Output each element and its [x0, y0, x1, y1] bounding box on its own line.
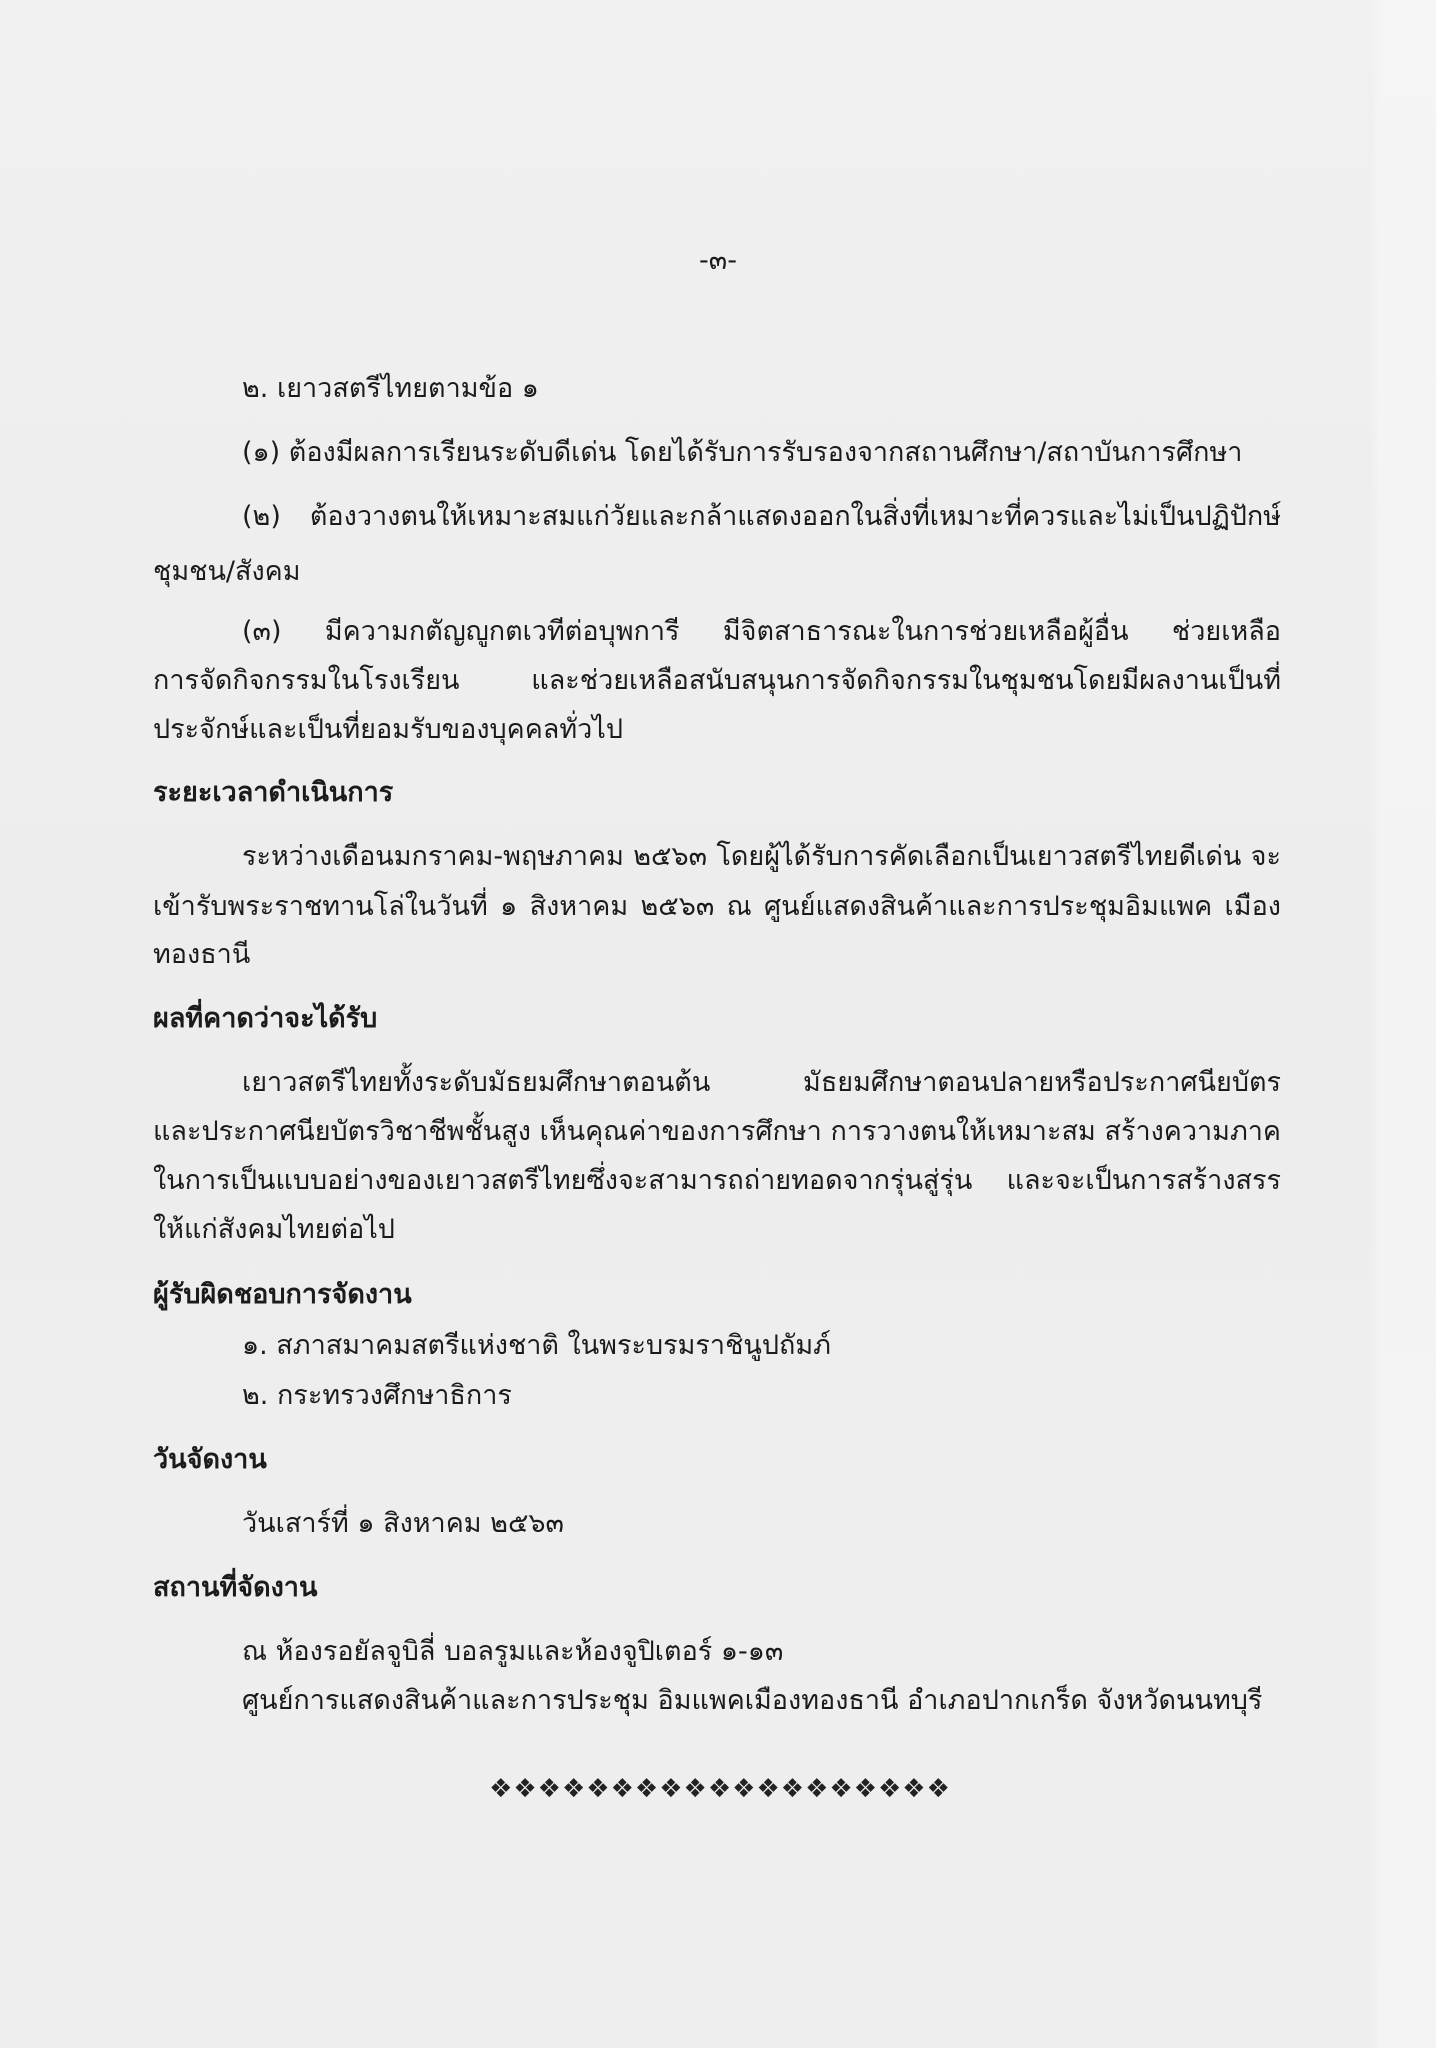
expected-results-line: และประกาศนียบัตรวิชาชีพชั้นสูง เห็นคุณค่าของการศึกษา การวางตนให้เหมาะสม สร้างความภาค [153, 1116, 1281, 1147]
duration-line: เข้ารับพระราชทานโล่ในวันที่ ๑ สิงหาคม ๒๕๖๓ ณ ศูนย์แสดงสินค้าและการประชุมอิมแพค เมือง [153, 891, 1281, 922]
expected-results-line: ในการเป็นแบบอย่างของเยาวสตรีไทยซึ่งจะสามารถถ่ายทอดจากรุ่นสู่รุ่น และจะเป็นการสร้างสรร [153, 1165, 1281, 1196]
event-date-heading: วันจัดงาน [153, 1444, 267, 1475]
ornament-divider: ❖❖❖❖❖❖❖❖❖❖❖❖❖❖❖❖❖❖❖ [489, 1774, 951, 1804]
criteria-sub3-line: ประจักษ์และเป็นที่ยอมรับของบุคคลทั่วไป [153, 714, 623, 745]
venue-line: ศูนย์การแสดงสินค้าและการประชุม อิมแพคเมืองทองธานี อำเภอปากเกร็ด จังหวัดนนทบุรี [242, 1685, 1263, 1716]
organizers-heading: ผู้รับผิดชอบการจัดงาน [153, 1279, 412, 1310]
expected-results-heading: ผลที่คาดว่าจะได้รับ [153, 1003, 378, 1034]
criteria-sub3-line: (๓) มีความกตัญญูกตเวทีต่อบุพการี มีจิตสาธารณะในการช่วยเหลือผู้อื่น ช่วยเหลือ [242, 616, 1281, 647]
organizer-item: ๑. สภาสมาคมสตรีแห่งชาติ ในพระบรมราชินูปถัมภ์ [242, 1330, 831, 1361]
criteria-item2-title: ๒. เยาวสตรีไทยตามข้อ ๑ [242, 373, 539, 404]
expected-results-line: เยาวสตรีไทยทั้งระดับมัธยมศึกษาตอนต้น มัธยมศึกษาตอนปลายหรือประกาศนียบัตร [242, 1067, 1281, 1098]
duration-heading: ระยะเวลาดำเนินการ [153, 777, 394, 808]
duration-line: ระหว่างเดือนมกราคม-พฤษภาคม ๒๕๖๓ โดยผู้ได้รับการคัดเลือกเป็นเยาวสตรีไทยดีเด่น จะ [242, 841, 1281, 872]
venue-heading: สถานที่จัดงาน [153, 1572, 318, 1603]
criteria-sub2-line: (๒) ต้องวางตนให้เหมาะสมแก่วัยและกล้าแสดงออกในสิ่งที่เหมาะที่ควรและไม่เป็นปฏิปักษ์ [242, 501, 1281, 532]
organizer-item: ๒. กระทรวงศึกษาธิการ [242, 1380, 512, 1411]
page-number: -๓- [699, 245, 737, 276]
event-date-value: วันเสาร์ที่ ๑ สิงหาคม ๒๕๖๓ [242, 1508, 564, 1539]
duration-line: ทองธานี [153, 939, 251, 970]
criteria-sub2-line: ชุมชน/สังคม [153, 556, 301, 587]
criteria-sub3-line: การจัดกิจกรรมในโรงเรียน และช่วยเหลือสนับสนุนการจัดกิจกรรมในชุมชนโดยมีผลงานเป็นที่ [153, 665, 1281, 696]
expected-results-line: ให้แก่สังคมไทยต่อไป [153, 1214, 395, 1245]
venue-line: ณ ห้องรอยัลจูบิลี่ บอลรูมและห้องจูปิเตอร์ ๑-๑๓ [242, 1636, 784, 1667]
criteria-sub1-line: (๑) ต้องมีผลการเรียนระดับดีเด่น โดยได้รับการรับรองจากสถานศึกษา/สถาบันการศึกษา [242, 437, 1243, 468]
